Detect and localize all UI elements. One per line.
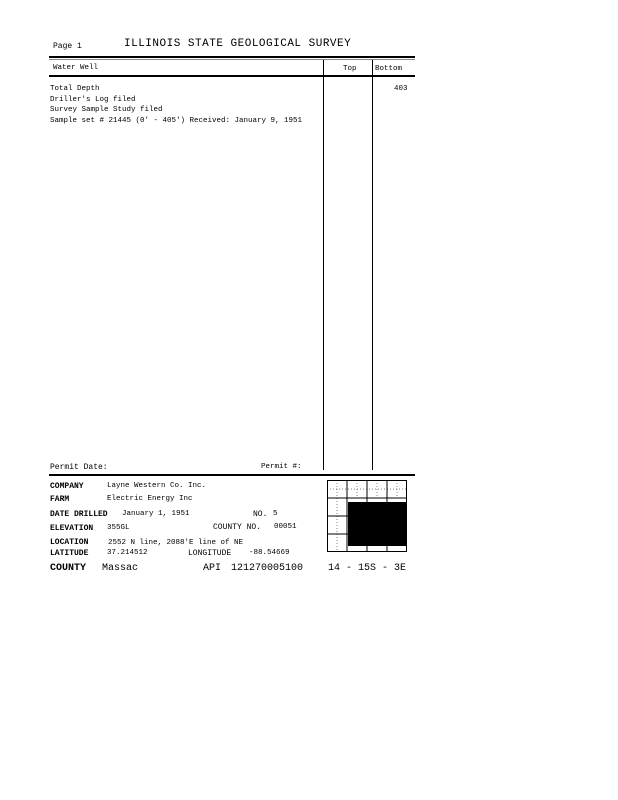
- column-header-bottom: Bottom: [375, 65, 403, 73]
- township-range: 14 - 15S - 3E: [328, 563, 407, 574]
- farm-label: FARM: [50, 495, 70, 504]
- county-value: Massac: [102, 563, 139, 574]
- longitude-label: LONGITUDE: [188, 549, 232, 558]
- company-value: Layne Western Co. Inc.: [107, 482, 207, 490]
- location-value: 2552 N line, 2088'E line of NE: [108, 539, 244, 547]
- farm-value: Electric Energy Inc: [107, 495, 193, 503]
- location-label: LOCATION: [50, 538, 89, 547]
- log-line: Survey Sample Study filed: [50, 106, 163, 114]
- date-drilled-label: DATE DRILLED: [50, 510, 108, 519]
- column-header-top: Top: [343, 65, 357, 73]
- elevation-label: ELEVATION: [50, 524, 94, 533]
- total-depth-label: Total Depth: [50, 85, 100, 93]
- log-line: Driller's Log filed: [50, 96, 136, 104]
- header-rule-faint: [49, 59, 415, 60]
- details-rule: [49, 474, 415, 476]
- log-line: Sample set # 21445 (0' - 405') Received: January 9, 1951: [50, 117, 303, 125]
- latitude-label: LATITUDE: [50, 549, 89, 558]
- latitude-value: 37.214512: [107, 549, 148, 557]
- county-number-label: COUNTY NO.: [213, 523, 262, 532]
- well-number-value: 5: [273, 510, 278, 518]
- permit-number-label: Permit #:: [261, 463, 302, 471]
- company-label: COMPANY: [50, 482, 84, 491]
- longitude-value: -88.54669: [249, 549, 290, 557]
- header-rule-top: [49, 56, 415, 58]
- page-title: ILLINOIS STATE GEOLOGICAL SURVEY: [124, 38, 352, 50]
- page-number: Page 1: [53, 42, 82, 51]
- well-number-label: NO.: [253, 510, 268, 519]
- county-number-value: 00051: [274, 523, 297, 531]
- column-divider-bottom: [372, 60, 373, 470]
- header-rule-bottom: [49, 75, 415, 77]
- well-type: Water Well: [53, 64, 99, 72]
- total-depth-value: 403: [394, 85, 408, 93]
- section-location-grid: [327, 480, 407, 552]
- column-divider-top: [323, 60, 324, 470]
- api-value: 121270005100: [231, 563, 304, 574]
- date-drilled-value: January 1, 1951: [122, 510, 190, 518]
- api-label: API: [203, 563, 222, 574]
- county-label: COUNTY: [50, 563, 87, 574]
- permit-date-label: Permit Date:: [50, 463, 108, 472]
- elevation-value: 355GL: [107, 524, 130, 532]
